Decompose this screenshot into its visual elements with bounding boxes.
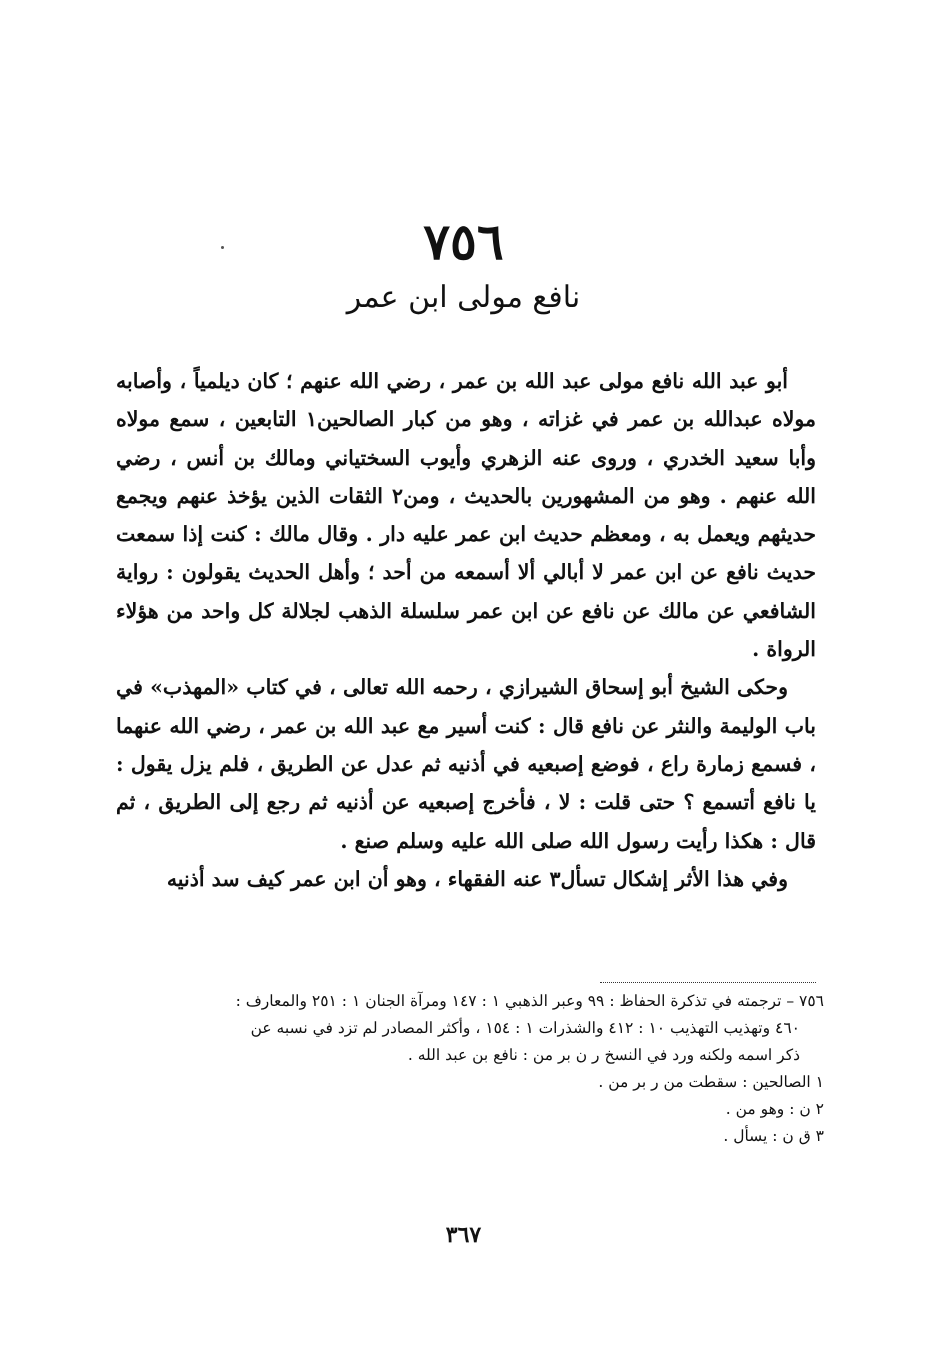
page-number: ٣٦٧	[445, 1222, 482, 1248]
footnote-main-line-3: ذكر اسمه ولكنه ورد في النسخ ر ن بر من : نافع بن عبد الله .	[407, 1046, 800, 1064]
footnote-3: ٣ ق ن : يسأل .	[723, 1127, 824, 1145]
footnotes	[116, 988, 824, 1150]
paragraph-3: وفي هذا الأثر إشكال تسأل٣ عنه الفقهاء ، وهو أن ابن عمر كيف سد أذنيه	[166, 866, 788, 891]
biography-number: ٧٥٦	[423, 212, 504, 271]
footnote-separator	[600, 982, 816, 983]
footnote-1: ١ الصالحين : سقطت من ر بر من .	[598, 1073, 824, 1091]
footnote-2: ٢ ن : وهو من .	[725, 1100, 824, 1118]
footnote-main-line-1: ٧٥٦ – ترجمته في تذكرة الحفاظ : ٩٩ وعبر الذهبي ١ : ١٤٧ ومرآة الجنان ١ : ٢٥١ والمعارف :	[235, 992, 824, 1010]
biography-title: نافع مولى ابن عمر	[346, 280, 581, 315]
paragraph-1: أبو عبد الله نافع مولى عبد الله بن عمر ، رضي الله عنهم ؛ كان ديلمياً ، وأصابه مولاه عبدالله بن عمر في غزاته ، وهو من كبار الصالحين١ التابعين ، سمع مولاه وأبا سعيد الخدري ، وروى عنه الزهري وأيوب السختياني ومالك بن أنس ، رضي الله عنهم . وهو من المشهورين بالحديث ، ومن٢ الثقات الذين يؤخذ عنهم ويجمع حديثهم ويعمل به ، ومعظم حديث ابن عمر عليه دار . وقال مالك : كنت إذا سمعت حديث نافع عن ابن عمر لا أبالي ألا أسمعه من أحد ؛ وأهل الحديث يقولون : رواية الشافعي عن مالك عن نافع عن ابن عمر سلسلة الذهب لجلالة كل واحد من هؤلاء الرواة .	[116, 369, 816, 662]
footnote-main-line-2: ٤٦٠ وتهذيب التهذيب ١٠ : ٤١٢ والشذرات ١ : ١٥٤ ، وأكثر المصادر لم تزد في نسبه عن	[250, 1019, 800, 1037]
paragraph-2: وحكى الشيخ أبو إسحاق الشيرازي ، رحمه الله تعالى ، في كتاب «المهذب» في باب الوليمة والنثر عن نافع قال : كنت أسير مع عبد الله بن عمر ، رضي الله عنهما ، فسمع زمارة راع ، فوضع إصبعيه في أذنيه ثم عدل عن الطريق ، فلم يزل يقول : يا نافع أتسمع ؟ حتى قلت : لا ، فأخرج إصبعيه عن أذنيه ثم رجع إلى الطريق ، ثم قال : هكذا رأيت رسول الله صلى الله عليه وسلم صنع .	[116, 675, 816, 853]
main-text	[116, 362, 816, 898]
